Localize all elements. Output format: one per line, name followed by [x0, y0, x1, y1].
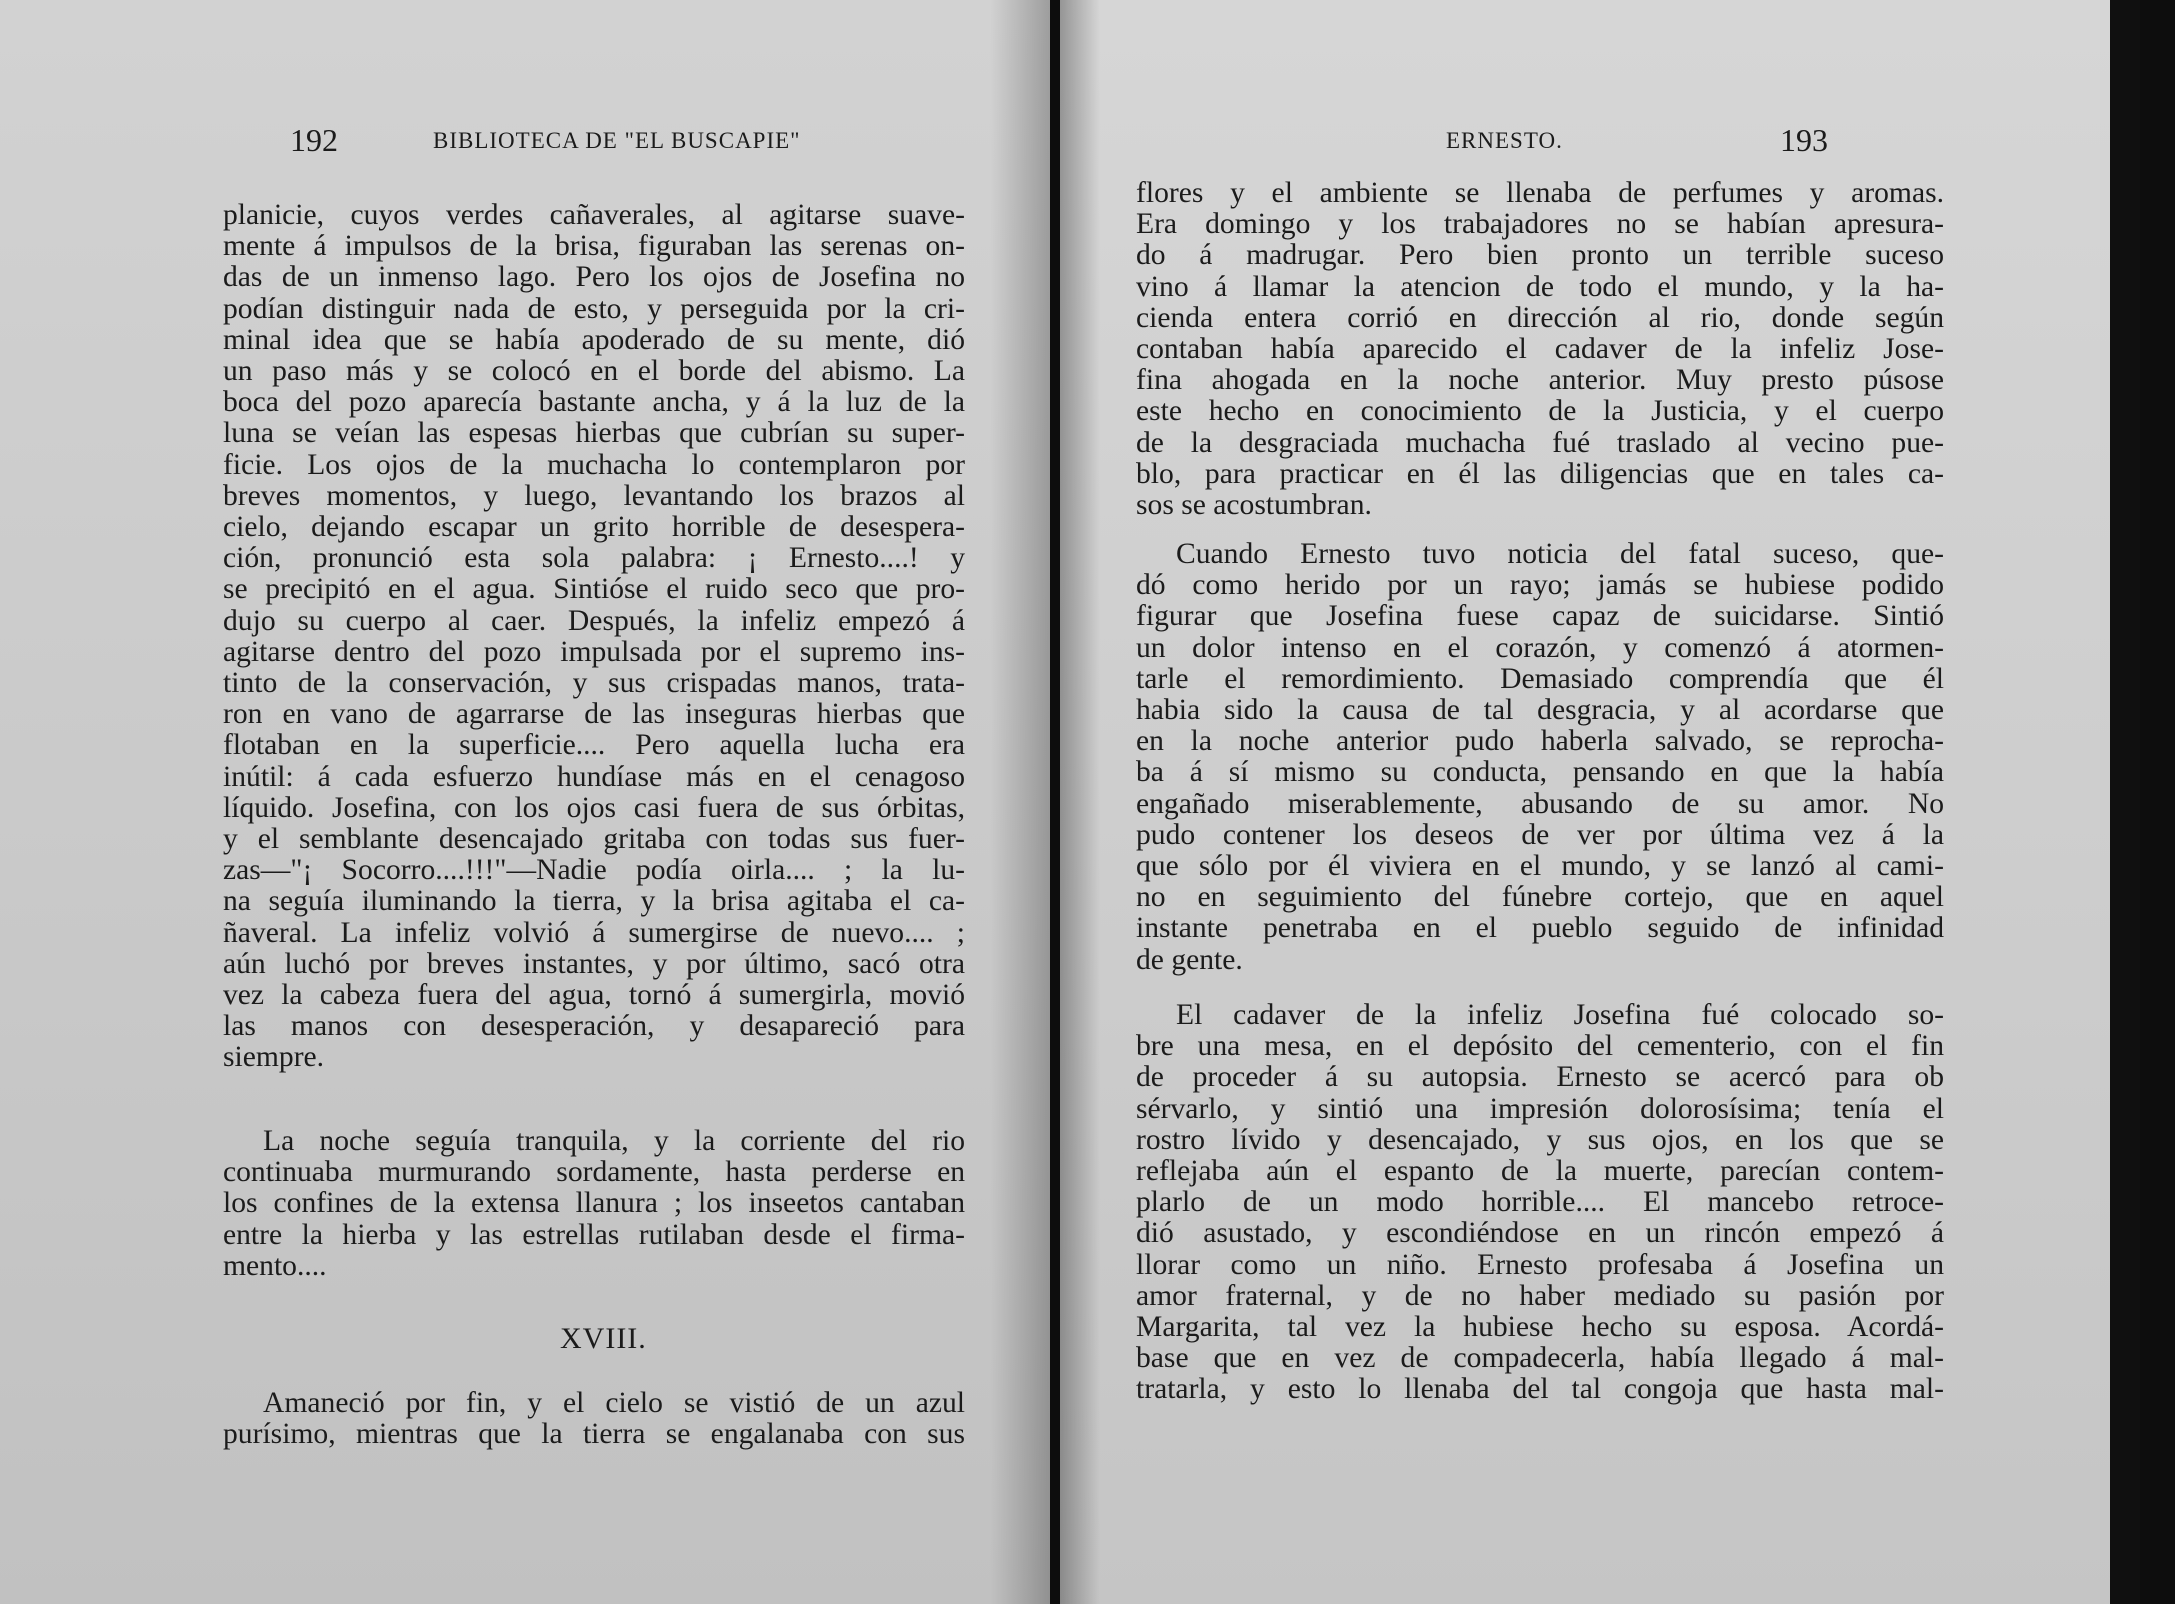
text-line: Amaneció por fin, y el cielo se vistió de un azul [263, 1387, 965, 1419]
text-line: un dolor intenso en el corazón, y comenzó á atormen- [1136, 631, 1944, 664]
text-line: plarlo de un modo horrible.... El mancebo retroce- [1136, 1186, 1944, 1219]
text-line: agitarse dentro del pozo impulsada por el supremo ins- [223, 635, 965, 668]
left-page [0, 0, 1050, 1604]
text-line: El cadaver de la infeliz Josefina fué colocado so- [1176, 999, 1944, 1031]
text-line: un paso más y se colocó en el borde del abismo. La [223, 355, 965, 388]
text-line: ba á sí mismo su conducta, pensando en que la había [1136, 756, 1944, 789]
text-line: sérvarlo, y sintió una impresión dolorosísima; tenía el [1136, 1092, 1944, 1125]
text-line: amor fraternal, y de no haber mediado su pasión por [1136, 1279, 1944, 1312]
text-line: mento.... [223, 1249, 327, 1282]
text-line: inútil: á cada esfuerzo hundíase más en el cenagoso [223, 760, 965, 793]
chapter-heading: XVIII. [560, 1322, 647, 1355]
text-line: cienda entera corrió en dirección al rio, donde según [1136, 301, 1944, 334]
text-line: las manos con desesperación, y desapareció para [223, 1010, 965, 1043]
text-line: ron en vano de agarrarse de las inseguras hierbas que [223, 698, 965, 731]
left-paragraph-3 [223, 1388, 965, 1450]
text-line: das de un inmenso lago. Pero los ojos de Josefina no [223, 261, 965, 294]
text-line: breves momentos, y luego, levantando los brazos al [223, 479, 965, 512]
text-line: que sólo por él viviera en el mundo, y se lanzó al cami- [1136, 850, 1944, 883]
text-line: sos se acostumbran. [1136, 489, 1372, 522]
text-line: Era domingo y los trabajadores no se habían apresura- [1136, 208, 1944, 241]
right-page [1060, 0, 2140, 1604]
text-line: este hecho en conocimiento de la Justicia, y el cuerpo [1136, 395, 1944, 428]
text-line: La noche seguía tranquila, y la corriente del rio [263, 1125, 965, 1157]
text-line: podían distinguir nada de esto, y perseguida por la cri- [223, 292, 965, 325]
text-line: vino á llamar la atencion de todo el mundo, y la ha- [1136, 270, 1944, 303]
text-line: zas—"¡ Socorro....!!!"—Nadie podía oirla.... ; la lu- [223, 854, 965, 887]
gutter-shadow [990, 0, 1050, 1604]
text-line: aún luchó por breves instantes, y por último, sacó otra [223, 947, 965, 980]
text-line: reflejaba aún el espanto de la muerte, parecían contem- [1136, 1155, 1944, 1188]
text-line: tarle el remordimiento. Demasiado comprendía que él [1136, 662, 1944, 695]
text-line: y el semblante desencajado gritaba con todas sus fuer- [223, 823, 965, 856]
right-paragraph-2 [1136, 539, 1944, 976]
text-line: ñaveral. La infeliz volvió á sumergirse de nuevo.... ; [223, 916, 965, 949]
right-paragraph-3 [1136, 1000, 1944, 1406]
text-line: engañado miserablemente, abusando de su amor. No [1136, 787, 1944, 820]
text-line: siempre. [223, 1041, 325, 1074]
text-line: luna se veían las espesas hierbas que cubrían su super- [223, 417, 965, 450]
left-paragraph-1 [223, 200, 965, 1074]
text-line: bre una mesa, en el depósito del cementerio, con el fin [1136, 1030, 1944, 1063]
text-line: dió asustado, y escondiéndose en un rincón empezó á [1136, 1217, 1944, 1250]
text-line: de gente. [1136, 943, 1243, 976]
text-line: entre la hierba y las estrellas rutilaban desde el firma- [223, 1218, 965, 1251]
text-line: fina ahogada en la noche anterior. Muy presto púsose [1136, 364, 1944, 397]
text-line: de la desgraciada muchacha fué traslado al vecino pue- [1136, 426, 1944, 459]
text-line: llorar como un niño. Ernesto profesaba á Josefina un [1136, 1248, 1944, 1281]
text-line: tinto de la conservación, y sus crispadas manos, trata- [223, 667, 965, 700]
page-edge [2110, 0, 2140, 1604]
text-line: tratarla, y esto lo llenaba del tal congoja que hasta mal- [1136, 1373, 1944, 1406]
text-line: vez la cabeza fuera del agua, tornó á sumergirla, movió [223, 979, 965, 1012]
text-line: minal idea que se había apoderado de su mente, dió [223, 323, 965, 356]
text-line: planicie, cuyos verdes cañaverales, al agitarse suave- [223, 199, 965, 231]
text-line: se precipitó en el agua. Sintióse el ruido seco que pro- [223, 573, 965, 606]
text-line: do á madrugar. Pero bien pronto un terrible suceso [1136, 239, 1944, 272]
text-line: líquido. Josefina, con los ojos casi fuera de sus órbitas, [223, 791, 965, 824]
right-paragraph-1 [1136, 178, 1944, 521]
text-line: base que en vez de compadecerla, había llegado á mal- [1136, 1342, 1944, 1375]
text-line: Cuando Ernesto tuvo noticia del fatal suceso, que- [1176, 538, 1944, 570]
text-line: continuaba murmurando sordamente, hasta perderse en [223, 1156, 965, 1189]
text-line: flores y el ambiente se llenaba de perfumes y aromas. [1136, 177, 1944, 209]
running-header-left: BIBLIOTECA DE "EL BUSCAPIE" [433, 128, 801, 153]
text-line: no en seguimiento del fúnebre cortejo, que en aquel [1136, 881, 1944, 914]
text-line: dujo su cuerpo al caer. Después, la infeliz empezó á [223, 604, 965, 637]
text-line: boca del pozo aparecía bastante ancha, y á la luz de la [223, 386, 965, 419]
text-line: instante penetraba en el pueblo seguido de infinidad [1136, 912, 1944, 945]
text-line: cielo, dejando escapar un grito horrible de desespera- [223, 511, 965, 544]
text-line: purísimo, mientras que la tierra se engalanaba con sus [223, 1418, 965, 1451]
running-header-right: ERNESTO. [1446, 128, 1563, 153]
text-line: figurar que Josefina fuese capaz de suicidarse. Sintió [1136, 600, 1944, 633]
text-line: Margarita, tal vez la hubiese hecho su esposa. Acordá- [1136, 1311, 1944, 1344]
gutter-shadow [1060, 0, 1100, 1604]
text-line: dó como herido por un rayo; jamás se hubiese podido [1136, 569, 1944, 602]
text-line: blo, para practicar en él las diligencias que en tales ca- [1136, 457, 1944, 490]
text-line: pudo contener los deseos de ver por última vez á la [1136, 818, 1944, 851]
text-line: ción, pronunció esta sola palabra: ¡ Ernesto....! y [223, 542, 965, 575]
text-line: flotaban en la superficie.... Pero aquella lucha era [223, 729, 965, 762]
text-line: en la noche anterior pudo haberla salvado, se reprocha- [1136, 725, 1944, 758]
text-line: los confines de la extensa llanura ; los inseetos cantaban [223, 1187, 965, 1220]
page-number-left: 192 [290, 122, 338, 158]
text-line: ficie. Los ojos de la muchacha lo contemplaron por [223, 448, 965, 481]
text-line: na seguía iluminando la tierra, y la brisa agitaba el ca- [223, 885, 965, 918]
text-line: mente á impulsos de la brisa, figuraban las serenas on- [223, 230, 965, 263]
page-number-right: 193 [1780, 122, 1828, 158]
text-line: contaban había aparecido el cadaver de la infeliz Jose- [1136, 333, 1944, 366]
left-paragraph-2 [223, 1126, 965, 1282]
text-line: habia sido la causa de tal desgracia, y al acordarse que [1136, 694, 1944, 727]
text-line: de proceder á su autopsia. Ernesto se acercó para ob [1136, 1061, 1944, 1094]
text-line: rostro lívido y desencajado, y sus ojos, en los que se [1136, 1123, 1944, 1156]
